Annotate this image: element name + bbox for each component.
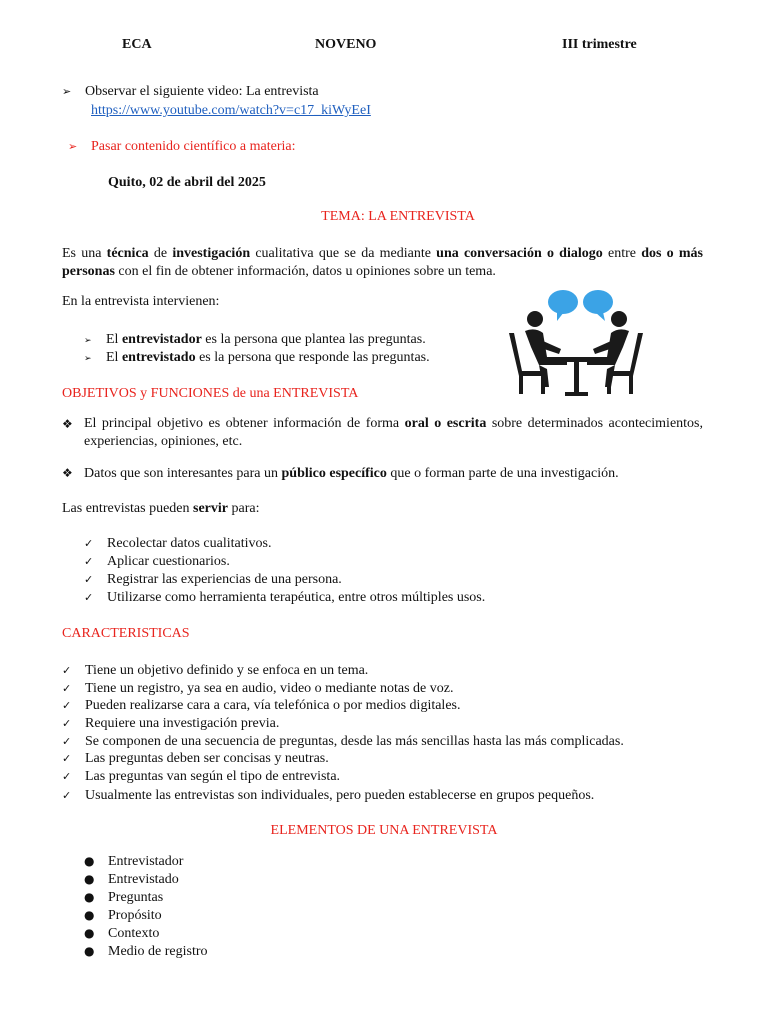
characteristic-item: ✓ Tiene un objetivo definido y se enfoca en un tema. <box>62 663 369 678</box>
bullet-icon: ● <box>84 872 95 886</box>
header-term: III trimestre <box>562 37 637 52</box>
element-item: ● Entrevistado <box>84 872 179 887</box>
use-item: ✓ Registrar las experiencias de una persona. <box>84 572 342 587</box>
definition-paragraph: Es una técnica de investigación cualitativa que se da mediante una conversación o dialogo entre dos o más personas con el fin de obtener información, datos u opiniones sobre un tema. <box>62 246 703 279</box>
element-item: ● Entrevistador <box>84 854 184 869</box>
element-item: ● Preguntas <box>84 890 164 905</box>
arrow-bullet-icon: ➢ <box>84 354 92 364</box>
arrow-bullet-icon: ➢ <box>84 336 92 346</box>
checkmark-icon: ✓ <box>84 591 94 604</box>
characteristics-heading: CARACTERISTICAS <box>62 626 190 641</box>
use-item: ✓ Aplicar cuestionarios. <box>84 554 230 569</box>
elements-heading: ELEMENTOS DE UNA ENTREVISTA <box>270 823 498 838</box>
use-item: ✓ Utilizarse como herramienta terapéutica, entre otros múltiples usos. <box>84 590 486 605</box>
characteristic-item: ✓ Pueden realizarse cara a cara, vía telefónica o por medios digitales. <box>62 698 461 713</box>
header-subject: ECA <box>122 37 152 52</box>
checkmark-icon: ✓ <box>84 537 94 550</box>
characteristic-item: ✓ Se componen de una secuencia de preguntas, desde las más sencillas hasta las más complicadas. <box>62 734 624 749</box>
diamond-bullet-icon: ❖ <box>62 417 73 431</box>
use-item: ✓ Recolectar datos cualitativos. <box>84 536 272 551</box>
video-instruction: ➢ Observar el siguiente video: La entrevista <box>62 84 319 99</box>
objective-item: ❖ Datos que son interesantes para un público específico que o forman parte de una investigación. <box>62 466 619 481</box>
checkmark-icon: ✓ <box>62 789 72 802</box>
uses-intro: Las entrevistas pueden servir para: <box>62 501 260 516</box>
checkmark-icon: ✓ <box>62 699 72 712</box>
date-line: Quito, 02 de abril del 2025 <box>108 175 266 190</box>
element-item: ● Medio de registro <box>84 944 208 959</box>
bullet-icon: ● <box>84 854 95 868</box>
participant-item: ➢ El entrevistado es la persona que responde las preguntas. <box>84 349 430 368</box>
copy-instruction: ➢ Pasar contenido científico a materia: <box>68 139 296 154</box>
checkmark-icon: ✓ <box>62 770 72 783</box>
diamond-bullet-icon: ❖ <box>62 466 73 480</box>
checkmark-icon: ✓ <box>84 555 94 568</box>
interview-icon <box>497 283 655 401</box>
video-link[interactable] <box>91 102 371 120</box>
characteristic-item: ✓ Usualmente las entrevistas son individuales, pero pueden establecerse en grupos pequeños. <box>62 788 595 803</box>
characteristic-item: ✓ Las preguntas deben ser concisas y neutras. <box>62 751 329 766</box>
checkmark-icon: ✓ <box>62 735 72 748</box>
element-item: ● Propósito <box>84 908 162 923</box>
bullet-icon: ● <box>84 944 95 958</box>
page-header <box>0 37 768 57</box>
checkmark-icon: ✓ <box>62 717 72 730</box>
checkmark-icon: ✓ <box>62 682 72 695</box>
checkmark-icon: ✓ <box>62 752 72 765</box>
characteristic-item: ✓ Tiene un registro, ya sea en audio, video o mediante notas de voz. <box>62 681 454 696</box>
bullet-icon: ● <box>84 926 95 940</box>
characteristic-item: ✓ Las preguntas van según el tipo de entrevista. <box>62 769 341 784</box>
objectives-heading: OBJETIVOS y FUNCIONES de una ENTREVISTA <box>62 386 359 401</box>
checkmark-icon: ✓ <box>62 664 72 677</box>
bullet-icon: ● <box>84 908 95 922</box>
checkmark-icon: ✓ <box>84 573 94 586</box>
youtube-link[interactable]: https://www.youtube.com/watch?v=c17_kiWyEeI <box>91 103 371 118</box>
objective-item: ❖ El principal objetivo es obtener información de forma oral o escrita sobre determinados acontecimientos, experiencias, opiniones, etc. <box>62 416 703 449</box>
arrow-bullet-icon: ➢ <box>62 85 72 98</box>
participant-item: ➢ El entrevistador es la persona que plantea las preguntas. <box>84 331 426 350</box>
arrow-bullet-icon: ➢ <box>68 140 78 153</box>
participants-intro: En la entrevista intervienen: <box>62 294 220 309</box>
bullet-icon: ● <box>84 890 95 904</box>
element-item: ● Contexto <box>84 926 160 941</box>
topic-title: TEMA: LA ENTREVISTA <box>321 209 475 224</box>
characteristic-item: ✓ Requiere una investigación previa. <box>62 716 280 731</box>
header-grade: NOVENO <box>315 37 377 52</box>
